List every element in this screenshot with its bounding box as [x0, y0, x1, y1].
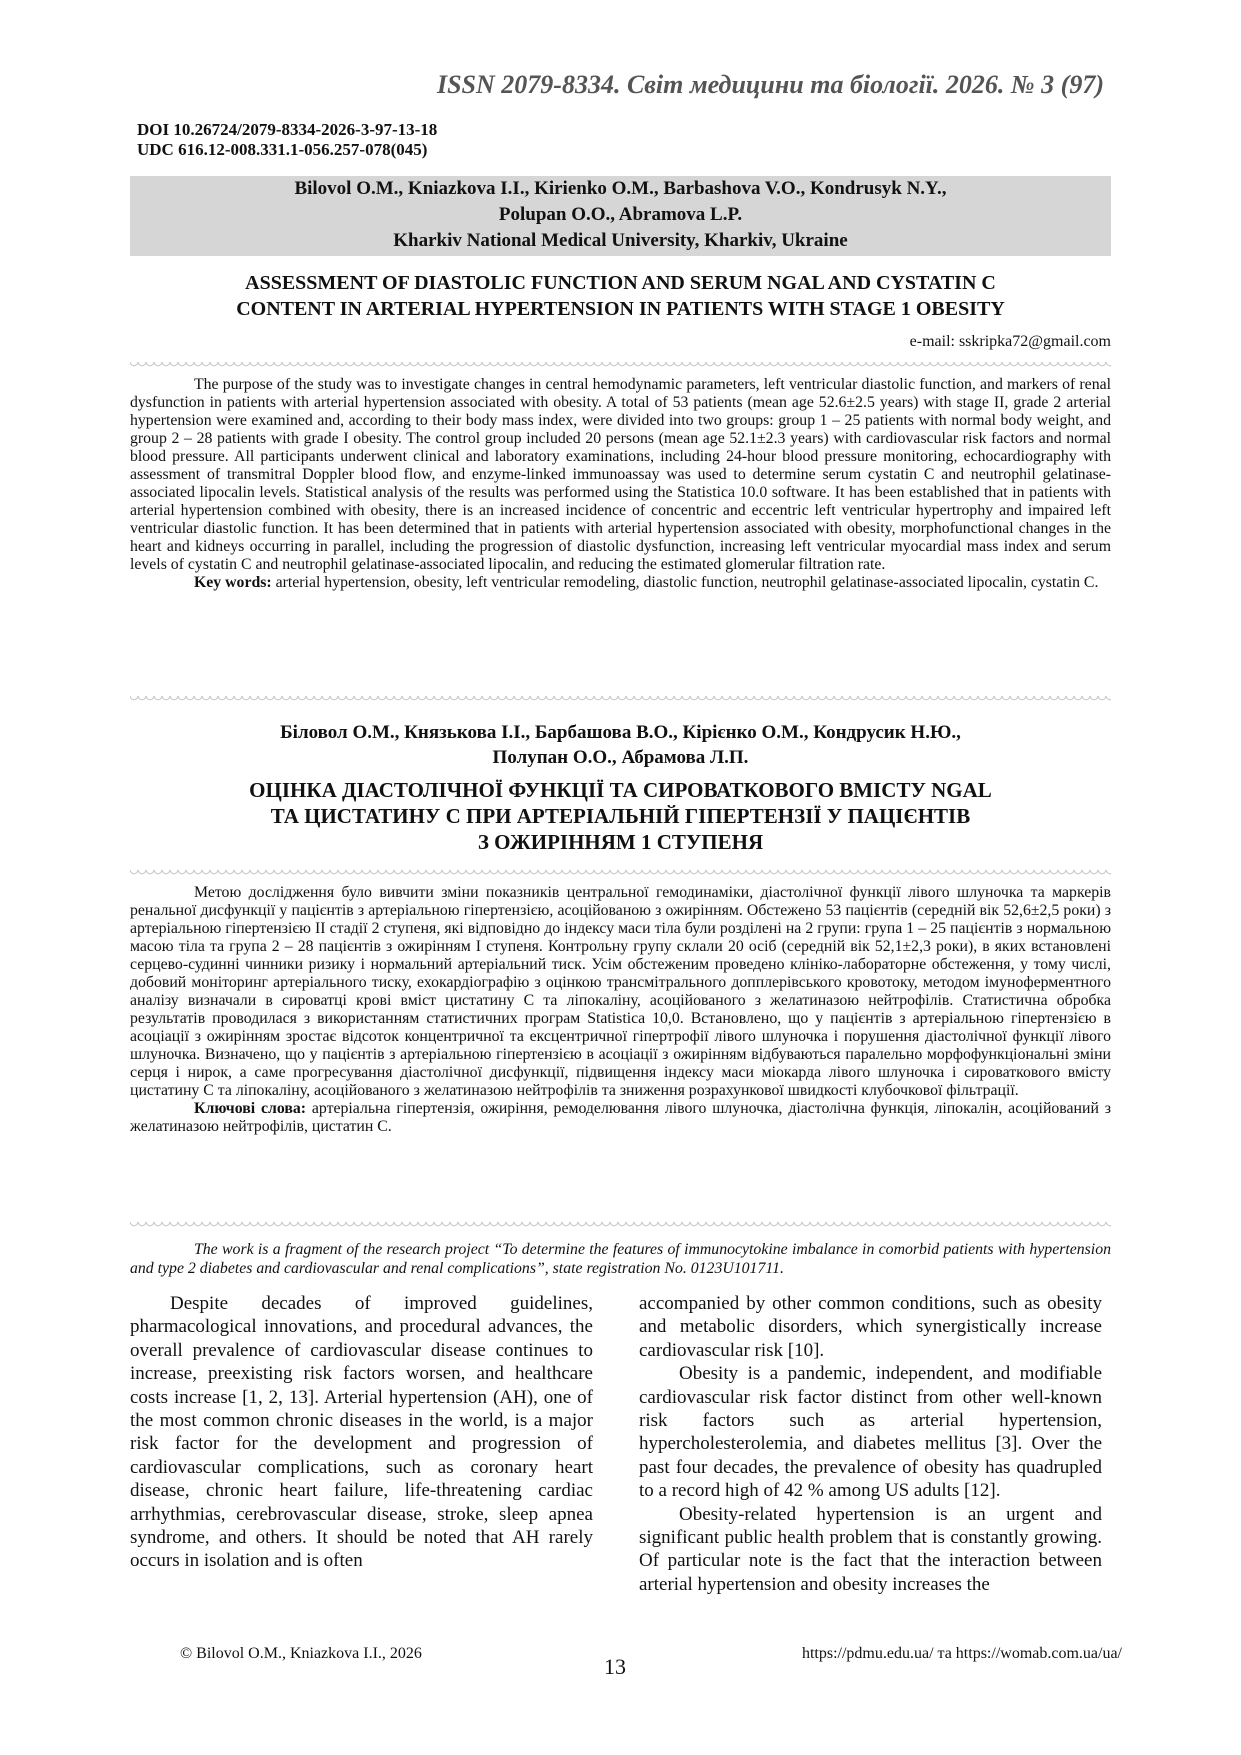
title-en-line1: ASSESSMENT OF DIASTOLIC FUNCTION AND SERUM NGAL AND CYSTATIN C [245, 272, 996, 294]
body-paragraph: Obesity is a pandemic, independent, and modifiable cardiovascular risk factor distinct from other well-known risk factors such as arterial hypertension, hypercholesterolemia, and diabetes mellitus [3]. Over the past four decades, the prevalence of obesity has quadrupled to a record high of 42 % among US adults [12]. [639, 1363, 1102, 1502]
authors-uk [130, 720, 1111, 770]
email[interactable]: e-mail: sskripka72@gmail.com [909, 333, 1111, 350]
body-column-left [130, 1292, 593, 1573]
title-uk-line2: ТА ЦИСТАТИНУ С ПРИ АРТЕРІАЛЬНІЙ ГІПЕРТЕНЗІЇ У ПАЦІЄНТІВ [270, 804, 971, 828]
authors-uk-line1: Біловол О.М., Князькова І.І., Барбашова В.О., Кірієнко О.М., Кондрусик Н.Ю., [280, 722, 961, 743]
divider [130, 362, 1111, 370]
keywords-en [130, 574, 1111, 592]
abstract-uk-text: Метою дослідження було вивчити зміни показників центральної гемодинаміки, діастолічної функції лівого шлуночка та маркерів ренальної дисфункції у пацієнтів з артеріальною гіпертензією, асоційованою з ожирінням. Обстежено 53 пацієнтів (середній вік 52,6±2,5 роки) з артеріальною гіпертензією ІІ стадії 2 ступеня, які відповідно до індексу маси тіла були розділені на 2 групи: група 1 – 25 пацієнтів з нормальною масою тіла та група 2 – 28 пацієнтів з ожирінням І ступеня. Контрольну групу склали 20 осіб (середній вік 52,1±2,3 роки), в яких встановлені серцево-судинні чинники ризику і нормальний артеріальний тиск. Усім обстеженим проведено клініко-лабораторне обстеження, у тому числі, добовий моніторинг артеріального тиску, ехокардіографію з оцінкою трансмітрального допплерівського кровотоку, методом імуноферментного аналізу визначали в сироватці крові вміст цистатину С та ліпокаліну, асоційованого з желатиназою нейтрофілів. Статистична обробка результатів проводилася з використанням статистичних програм Statistica 10,0. Встановлено, що у пацієнтів з артеріальною гіпертензією в асоціації з ожирінням зростає відсоток концентричної та ексцентричної гіпертрофії лівого шлуночка і порушення діастолічної функції лівого шлуночка. Визначено, що у пацієнтів з артеріальною гіпертензією в асоціації з ожирінням відбуваються паралельно морфофункціональні зміни серця і нирок, а саме прогресування діастолічної дисфункції, підвищення індексу маси міокарда лівого шлуночка і сироваткового вмісту цистатину С та ліпокаліну, асоційованого з желатиназою нейтрофілів та зниження розрахункової швидкості клубочкової фільтрації. [130, 884, 1111, 1099]
body-column-right [639, 1292, 1102, 1596]
divider [130, 1222, 1111, 1230]
udc: UDC 616.12-008.331.1-056.257-078(045) [137, 140, 428, 159]
footer-urls[interactable]: https://pdmu.edu.ua/ та https://womab.com.ua/ua/ [801, 1645, 1122, 1662]
article-identifiers [137, 120, 437, 160]
authors-uk-line2: Полупан О.О., Абрамова Л.П. [492, 747, 749, 768]
title-uk-line3: З ОЖИРІННЯМ 1 СТУПЕНЯ [477, 830, 764, 854]
abstract-en [130, 376, 1111, 592]
keywords-en-text: arterial hypertension, obesity, left ventricular remodeling, diastolic function, neutrophil gelatinase-associated lipocalin, cystatin C. [275, 574, 1099, 591]
keywords-uk [130, 1100, 1111, 1136]
title-uk-line1: ОЦІНКА ДІАСТОЛІЧНОЇ ФУНКЦІЇ ТА СИРОВАТКОВОГО ВМІСТУ NGAL [249, 778, 992, 802]
journal-header: ISSN 2079-8334. Світ медицини та біології. 2026. № 3 (97) [436, 70, 1104, 99]
keywords-uk-text: артеріальна гіпертензія, ожиріння, ремоделювання лівого шлуночка, діастолічна функція, ліпокалін, асоційований з желатиназою нейтрофілів, цистатин С. [130, 1100, 1112, 1135]
title-en-line2: CONTENT IN ARTERIAL HYPERTENSION IN PATIENTS WITH STAGE 1 OBESITY [236, 298, 1005, 320]
copyright: © Bilovol O.M., Kniazkova I.I., 2026 [180, 1645, 422, 1662]
authors-en-line1: Bilovol O.M., Kniazkova I.I., Kirienko O.M., Barbashova V.O., Kondrusyk N.Y., [294, 178, 947, 199]
body-paragraph: Despite decades of improved guidelines, pharmacological innovations, and procedural advances, the overall prevalence of cardiovascular disease continues to increase, preexisting risk factors worsen, and healthcare costs increase [1, 2, 13]. Arterial hypertension (AH), one of the most common chronic diseases in the world, is a major risk factor for the development and progression of cardiovascular complications, such as coronary heart disease, chronic heart failure, life-threatening cardiac arrhythmias, cerebrovascular disease, stroke, sleep apnea syndrome, and others. It should be noted that AH rarely occurs in isolation and is often [130, 1293, 593, 1572]
doi: DOI 10.26724/2079-8334-2026-3-97-13-18 [137, 120, 438, 139]
page-number: 13 [604, 1654, 626, 1679]
divider [130, 870, 1111, 878]
title-uk [130, 777, 1111, 855]
abstract-en-text: The purpose of the study was to investigate changes in central hemodynamic parameters, left ventricular diastolic function, and markers of renal dysfunction in patients with arterial hypertension associated with obesity. A total of 53 patients (mean age 52.6±2.5 years) with stage II, grade 2 arterial hypertension were examined and, according to their body mass index, were divided into two groups: group 1 – 25 patients with normal body weight, and group 2 – 28 patients with grade I obesity. The control group included 20 persons (mean age 52.1±2.3 years) with cardiovascular risk factors and normal blood pressure. All participants underwent clinical and laboratory examinations, including 24-hour blood pressure monitoring, echocardiography with assessment of transmitral Doppler blood flow, and enzyme-linked immunoassay was used to determine serum cystatin C and neutrophil gelatinase-associated lipocalin levels. Statistical analysis of the results was performed using the Statistica 10.0 software. It has been established that in patients with arterial hypertension combined with obesity, there is an increased incidence of concentric and eccentric left ventricular hypertrophy and impaired left ventricular diastolic function. It has been determined that in patients with arterial hypertension associated with obesity, morphofunctional changes in the heart and kidneys occurring in parallel, including the progression of diastolic dysfunction, increasing left ventricular myocardial mass index and serum levels of cystatin C and neutrophil gelatinase-associated lipocalin, and reducing the estimated glomerular filtration rate. [130, 376, 1111, 573]
authors-en-line2: Polupan O.O., Abramova L.P. [498, 204, 743, 225]
affiliation: Kharkiv National Medical University, Kharkiv, Ukraine [393, 230, 848, 251]
keywords-uk-label: Ключові слова: [194, 1100, 307, 1117]
keywords-en-label: Key words: [194, 574, 272, 591]
funding-note [130, 1240, 1111, 1278]
divider [130, 696, 1111, 704]
body-paragraph: accompanied by other common conditions, such as obesity and metabolic disorders, which synergistically increase cardiovascular risk [10]. [639, 1293, 1102, 1361]
abstract-uk [130, 884, 1111, 1136]
title-en [130, 270, 1111, 322]
body-paragraph: Obesity-related hypertension is an urgent and significant public health problem that is constantly growing. Of particular note is the fact that the interaction between arterial hypertension and obesity increases the [639, 1503, 1102, 1595]
funding-note-text: The work is a fragment of the research project “To determine the features of immunocytokine imbalance in comorbid patients with hypertension and type 2 diabetes and cardiovascular and renal complications”, state registration No. 0123U101711. [130, 1241, 1111, 1277]
authors-en-block [130, 176, 1111, 256]
